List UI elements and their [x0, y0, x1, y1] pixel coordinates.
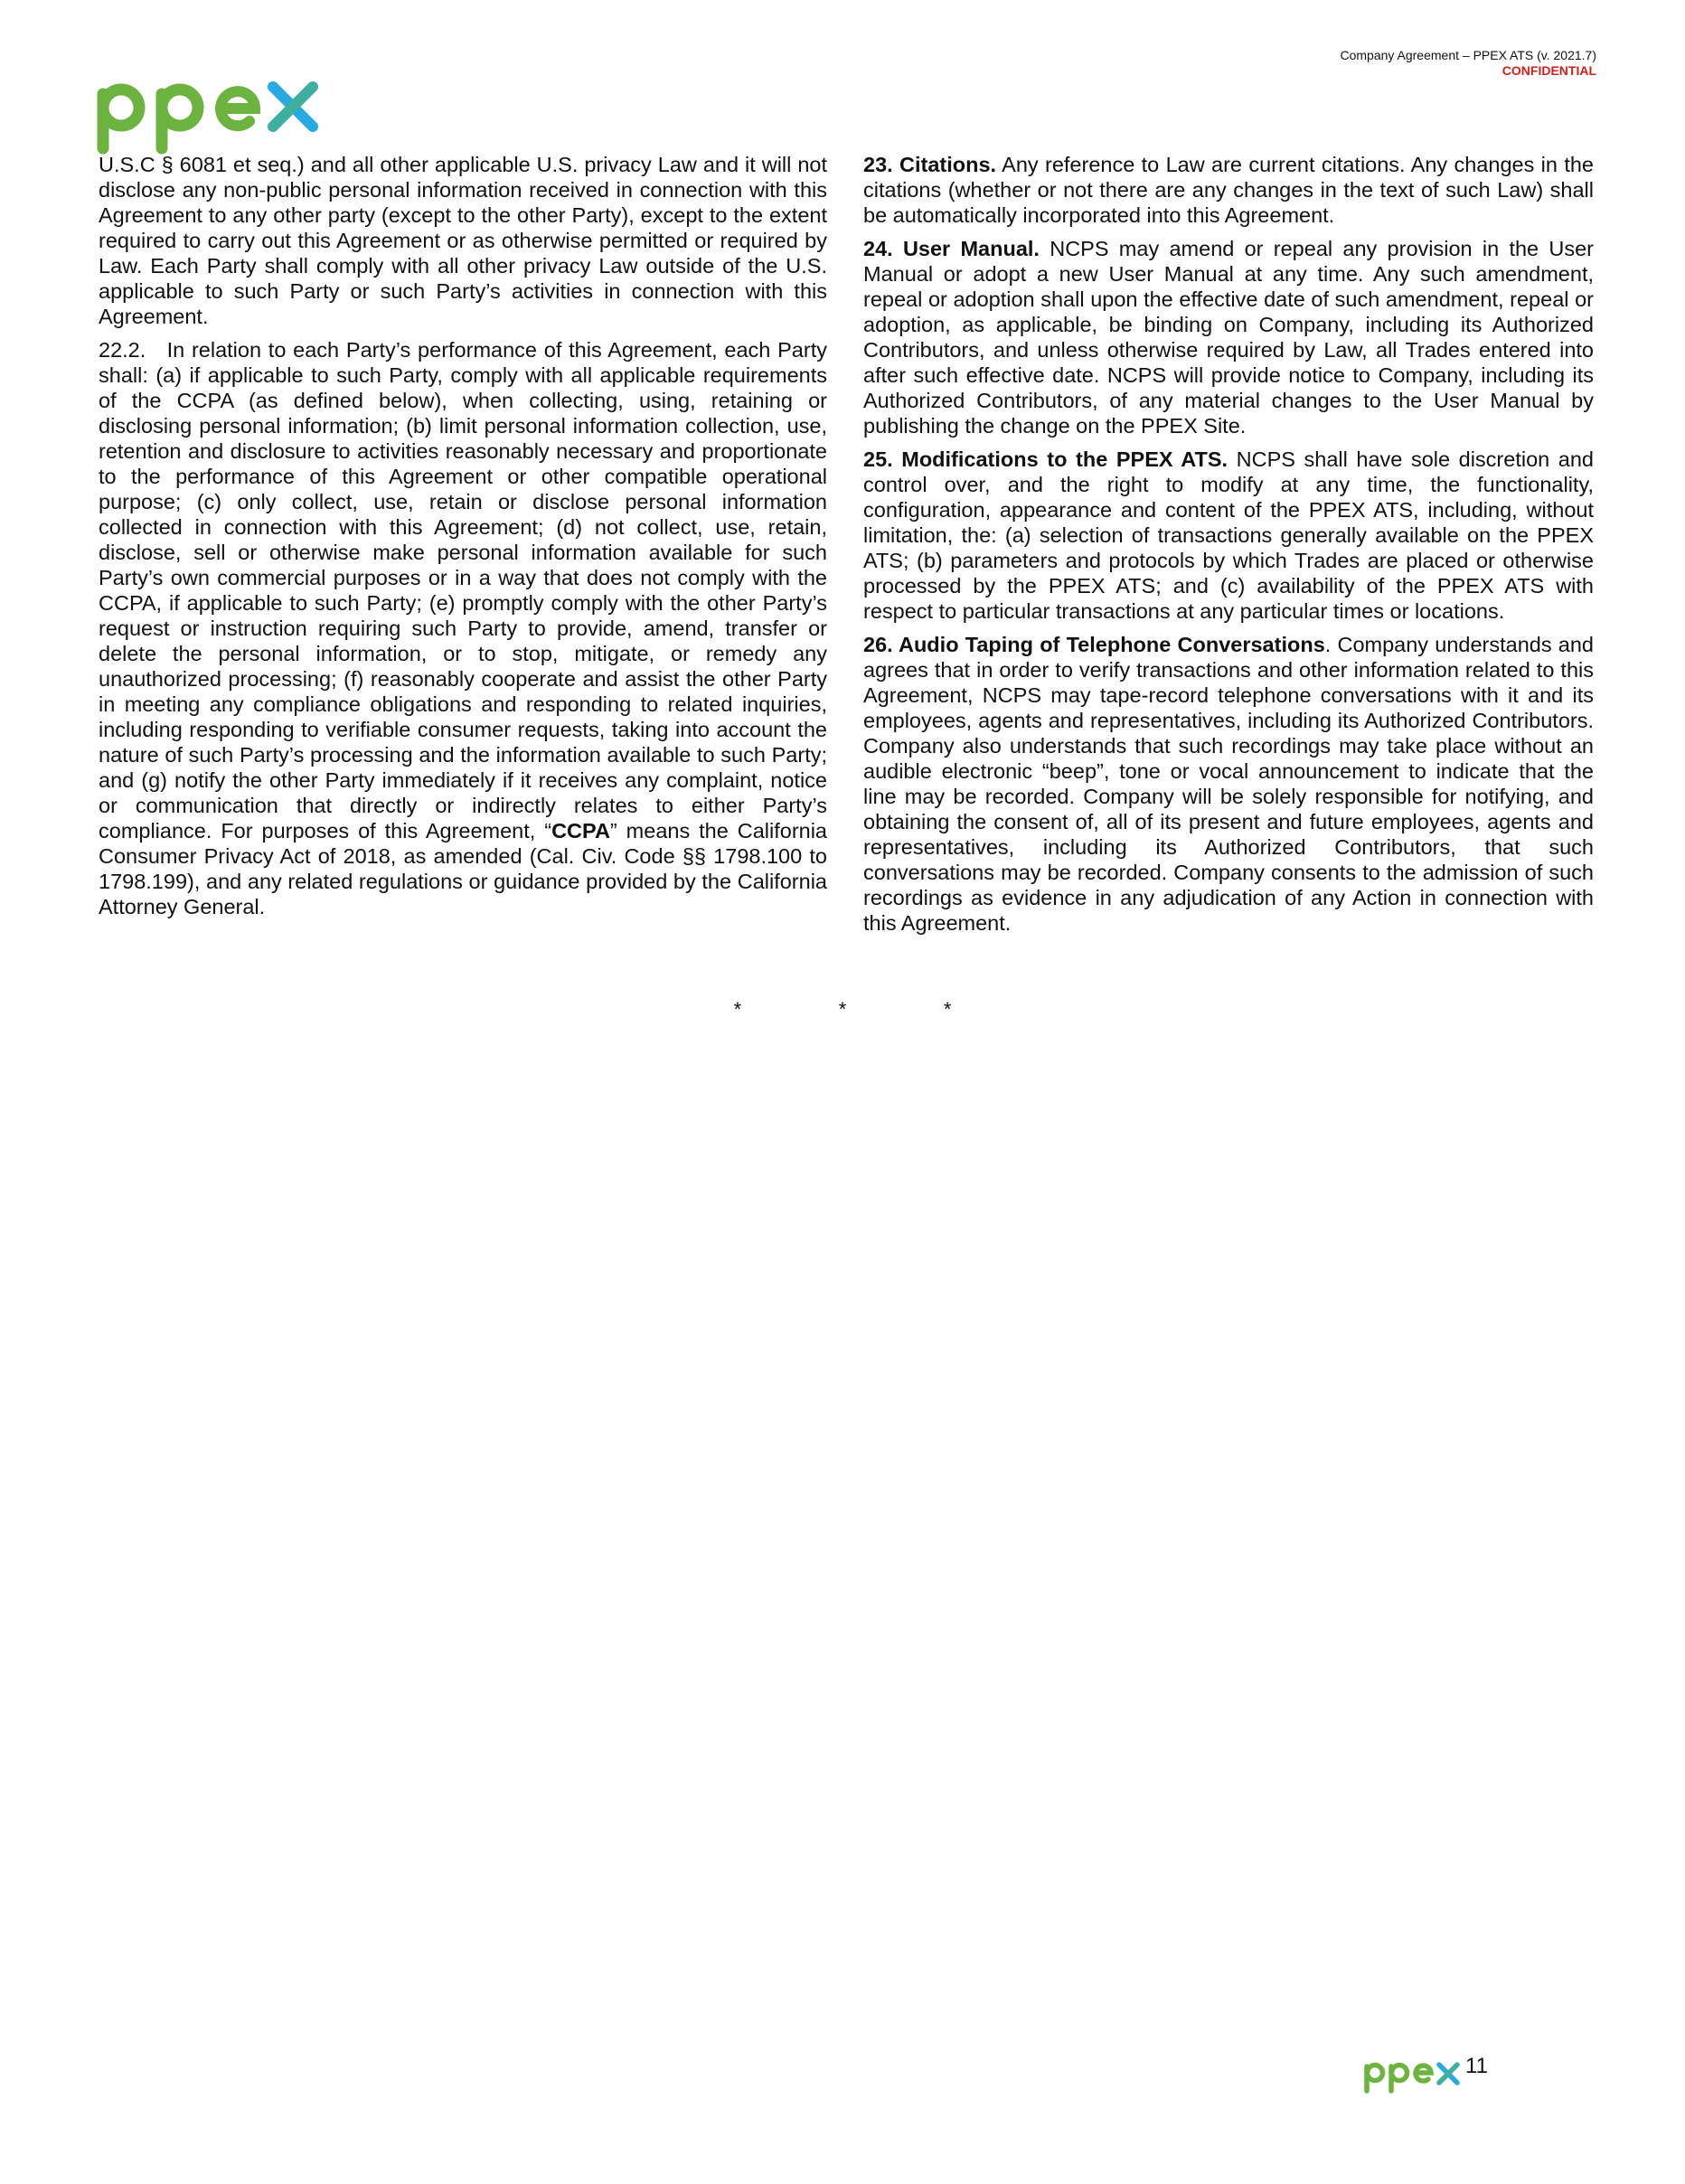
privacy-paragraph: U.S.C § 6081 et seq.) and all other applicable U.S. privacy Law and it will not disclose any non-public personal information received in connection with this Agreement to any other party (except to the other Party), except to the extent required to carry out this Agreement or as otherwise permitted or required by Law. Each Party shall comply with all other privacy Law outside of the U.S. applicable to such Party or such Party’s activities in connection with this Agreement.	[99, 153, 827, 328]
end-separator	[0, 998, 1685, 1021]
section-24-heading: 24. User Manual.	[863, 237, 1040, 260]
document-title: Company Agreement – PPEX ATS (v. 2021.7)	[1340, 48, 1596, 62]
page-header	[1340, 48, 1596, 79]
section-25	[863, 447, 1594, 624]
section-26-text: . Company understands and agrees that in order to verify transactions and other information related to this Agreement, NCPS may tape-record telephone conversations with it and its employees, agents and representatives, including its Authorized Contributors. Company also understands that such recordings may take place without an audible electronic “beep”, tone or vocal announcement to indicate that the line may be recorded. Company will be solely responsible for notifying, and obtaining the consent of, all of its present and future employees, agents and representatives, including its Authorized Contributors, that such conversations may be recorded. Company consents to the admission of such recordings as evidence in any adjudication of any Action in connection with this Agreement.	[863, 633, 1594, 935]
section-25-heading: 25. Modifications to the PPEX ATS.	[863, 447, 1228, 471]
logo-letter-p1	[103, 89, 139, 148]
separator-star: *	[943, 998, 952, 1021]
footer-ppex-logo	[1363, 2057, 1463, 2094]
separator-star: *	[733, 998, 742, 1021]
left-column	[99, 152, 827, 927]
section-22-2-text-end: ” means the California Consumer Privacy Act of 2018, as amended (Cal. Civ. Code §§ 1798.100 to 1798.199), and any related regulations or guidance provided by the California Attorney General.	[99, 819, 828, 918]
logo-letter-p2	[162, 89, 198, 148]
right-column	[863, 152, 1594, 944]
logo-letter-e	[221, 91, 255, 126]
section-24-text: NCPS may amend or repeal any provision in the User Manual or adopt a new User Manual at any time. Any such amendment, repeal or adoption shall upon the effective date of such amendment, repeal or adoption, as applicable, be binding on Company, including its Authorized Contributors, and unless otherwise required by Law, all Trades entered into after such effective date. NCPS will provide notice to Company, including its Authorized Contributors, of any material changes to the User Manual by publishing the change on the PPEX Site.	[863, 237, 1595, 438]
section-23-text: Any reference to Law are current citations. Any changes in the citations (whether or not there are any changes in the text of such Law) shall be automatically incorporated into this Agreement.	[863, 153, 1594, 227]
logo-letter-x	[273, 87, 313, 127]
separator-star: *	[838, 998, 847, 1021]
section-23	[863, 152, 1594, 228]
section-22-2-number: 22.2.	[99, 338, 146, 362]
section-25-text: NCPS shall have sole discretion and control over, and the right to modify at any time, the functionality, configuration, appearance and content of the PPEX ATS, including, without limitation, the: (a) selection of transactions generally available on the PPEX ATS; (b) parameters and protocols by which Trades are placed or otherwise processed by the PPEX ATS; and (c) availability of the PPEX ATS with respect to particular transactions at any particular times or locations.	[863, 447, 1594, 623]
section-24	[863, 236, 1594, 438]
section-22-2	[99, 337, 827, 919]
ccpa-term: CCPA	[551, 819, 610, 843]
page-number: 11	[1465, 2054, 1488, 2078]
section-26-heading: 26. Audio Taping of Telephone Conversations	[863, 633, 1325, 656]
section-26	[863, 632, 1594, 936]
confidential-label: CONFIDENTIAL	[1501, 63, 1596, 78]
section-22-2-text: In relation to each Party’s performance of this Agreement, each Party shall: (a) if applicable to such Party, comply with all applicable requirements of the CCPA (as defined below), when collecting, using, retaining or disclosing personal information; (b) limit personal information collection, use, retention and disclosure to activities reasonably necessary and proportionate to the performance of this Agreement or other compatible operational purpose; (c) only collect, use, retain or disclose personal information collected in connection with this Agreement; (d) not collect, use, retain, disclose, sell or otherwise make personal information available for such Party’s own commercial purposes or in a way that does not comply with the CCPA, if applicable to such Party; (e) promptly comply with the other Party’s request or instruction requiring such Party to provide, amend, transfer or delete the personal information, or to stop, mitigate, or remedy any unauthorized processing; (f) reasonably cooperate and assist the other Party in meeting any compliance obligations and responding to related inquiries, including responding to verifiable consumer requests, taking into account the nature of such Party’s processing and the information available to such Party; and (g) notify the other Party immediately if it receives any complaint, notice or communication that directly or indirectly relates to either Party’s compliance. For purposes of this Agreement, “	[99, 338, 827, 843]
ppex-logo	[96, 74, 322, 155]
section-23-heading: 23. Citations.	[863, 153, 997, 176]
